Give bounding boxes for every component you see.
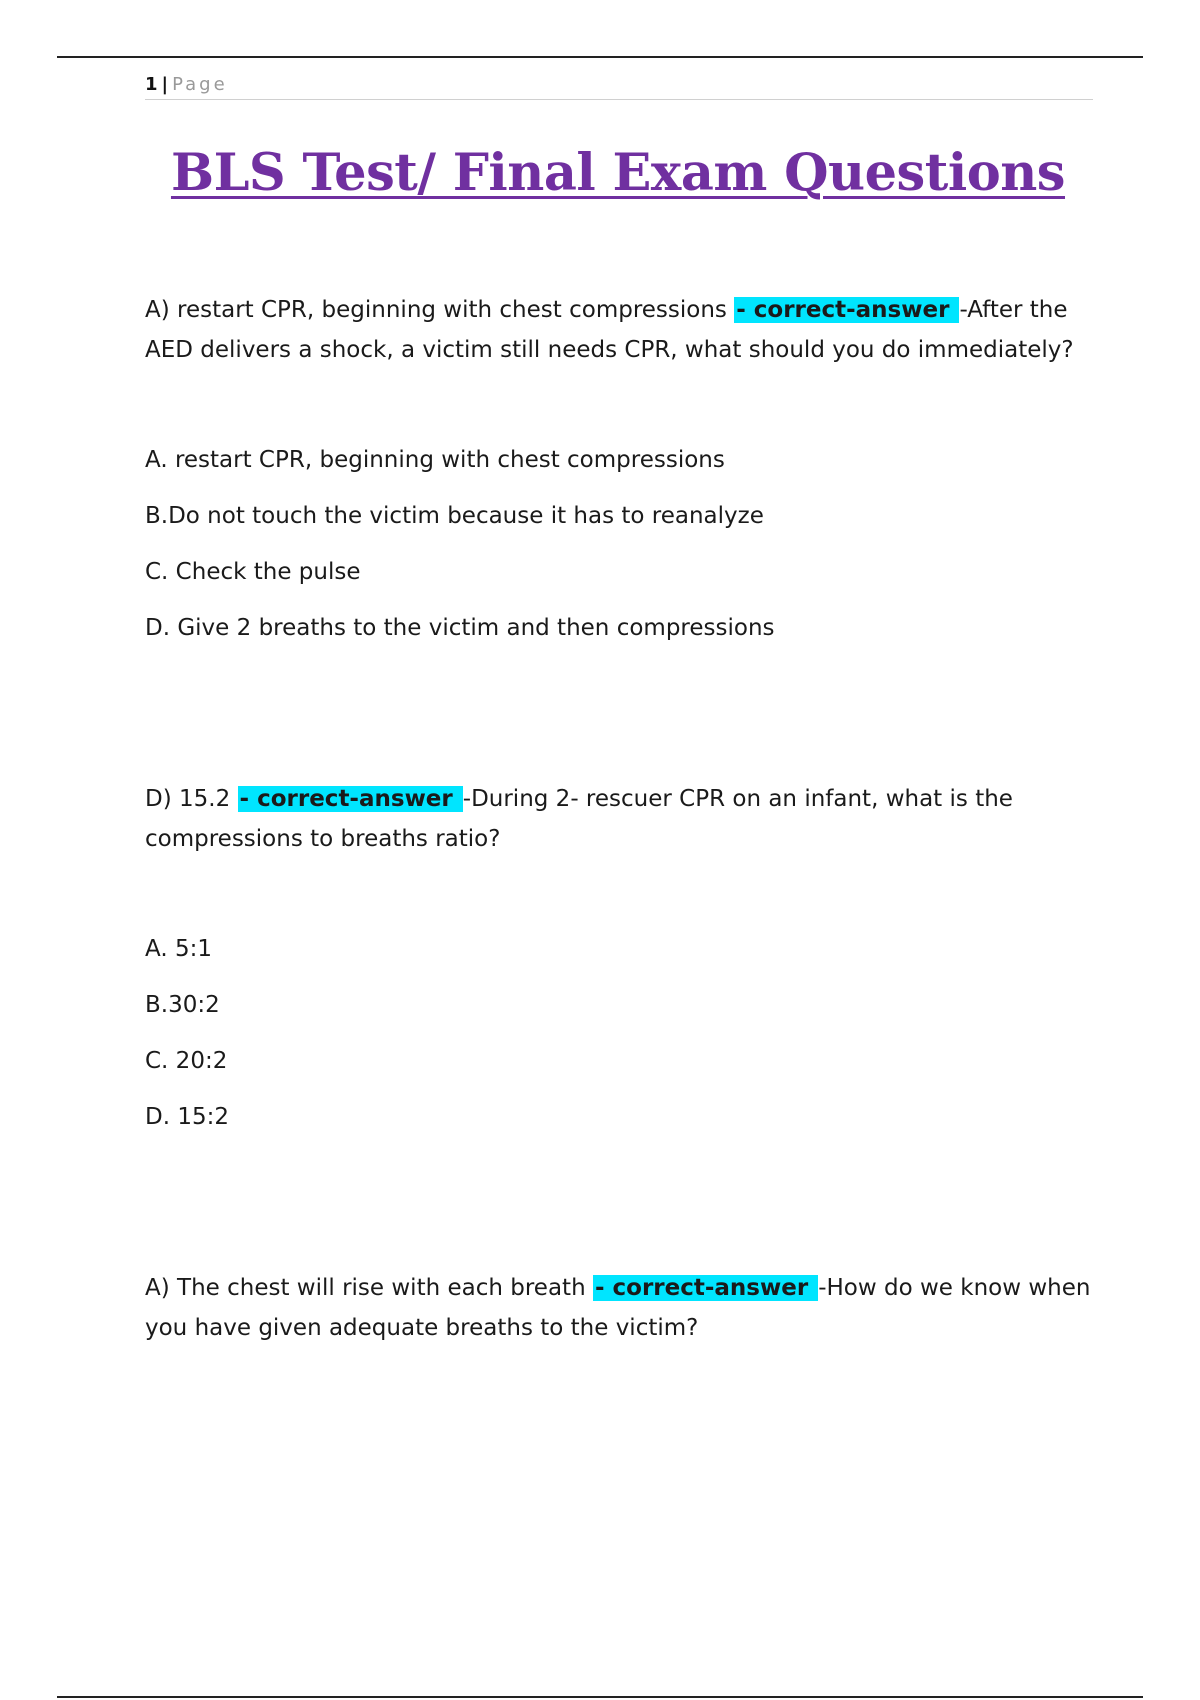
- option-item: D. 15:2: [145, 1104, 229, 1130]
- options-list-1: [145, 445, 1105, 669]
- top-border-rule: [57, 56, 1143, 58]
- answer-text: A) restart CPR, beginning with chest compressions: [145, 297, 735, 323]
- question-text: [145, 1268, 1105, 1348]
- bottom-border-rule: [57, 1696, 1143, 1698]
- option-item: A. 5:1: [145, 936, 212, 962]
- correct-answer-marker: - correct-answer: [239, 786, 461, 812]
- question-prompt: -During 2- rescuer CPR on an infant, what is the compressions to breaths ratio?: [145, 786, 1013, 852]
- question-block-1: [145, 290, 1105, 370]
- question-prompt: -After the AED delivers a shock, a victim still needs CPR, what should you do immediately?: [145, 297, 1074, 363]
- page-separator: |: [161, 74, 169, 95]
- option-item: B.30:2: [145, 992, 220, 1018]
- option-item: C. 20:2: [145, 1048, 228, 1074]
- option-item: B.Do not touch the victim because it has to reanalyze: [145, 503, 764, 529]
- correct-answer-marker: - correct-answer: [736, 297, 958, 323]
- correct-answer-marker: - correct-answer: [594, 1275, 817, 1301]
- document-title: BLS Test/ Final Exam Questions: [170, 143, 1066, 203]
- option-item: C. Check the pulse: [145, 559, 361, 585]
- answer-text: A) The chest will rise with each breath: [145, 1275, 593, 1301]
- question-block-2: [145, 779, 1105, 859]
- question-text: [145, 779, 1105, 859]
- options-list-2: [145, 934, 1105, 1158]
- page-label: Page: [172, 74, 228, 95]
- page-header: [145, 74, 1093, 100]
- question-prompt: -How do we know when you have given adequate breaths to the victim?: [145, 1275, 1091, 1341]
- option-item: A. restart CPR, beginning with chest compressions: [145, 447, 725, 473]
- option-item: D. Give 2 breaths to the victim and then compressions: [145, 615, 775, 641]
- question-text: [145, 290, 1105, 370]
- question-block-3: [145, 1268, 1105, 1348]
- page-number: 1: [145, 74, 158, 95]
- answer-text: D) 15.2: [145, 786, 238, 812]
